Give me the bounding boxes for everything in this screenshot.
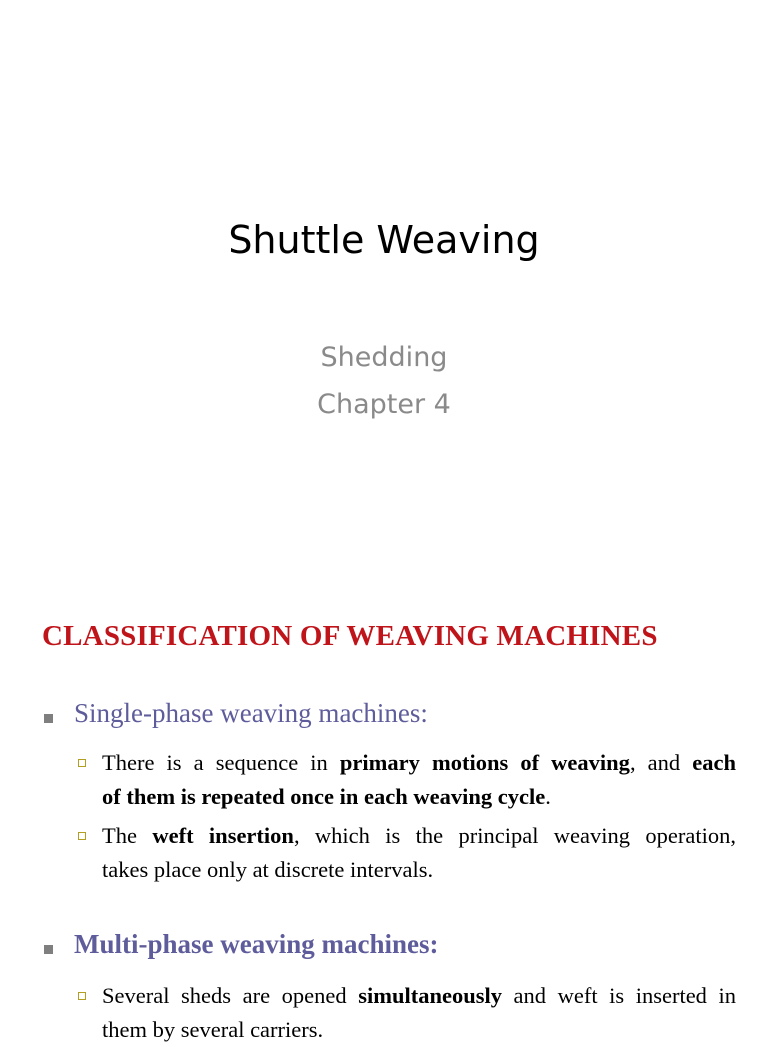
text-line: them by several carriers.	[102, 1017, 324, 1042]
section-title-multi-phase: Multi-phase weaving machines:	[74, 929, 439, 959]
square-bullet-icon	[44, 945, 53, 954]
slide-title: Shuttle Weaving	[228, 218, 540, 262]
text-line: of them is repeated once in each weaving cycle.	[102, 784, 551, 809]
list-item	[102, 979, 736, 1047]
list-item	[102, 819, 736, 887]
subtitle-line-chapter: Chapter 4	[317, 389, 451, 420]
content-slide	[0, 580, 768, 1042]
subtitle-line-shedding: Shedding	[320, 342, 448, 373]
text-line: takes place only at discrete intervals.	[102, 857, 434, 882]
text-line: Several sheds are opened simultaneously and weft is inserted in	[102, 983, 737, 1008]
section-title-single-phase: Single-phase weaving machines:	[74, 698, 428, 728]
text-line: The weft insertion, which is the principal weaving operation,	[102, 823, 736, 848]
hollow-square-bullet-icon	[78, 759, 86, 767]
list-item	[102, 746, 736, 814]
square-bullet-icon	[44, 714, 53, 723]
hollow-square-bullet-icon	[78, 992, 86, 1000]
hollow-square-bullet-icon	[78, 832, 86, 840]
slide-subtitle	[0, 334, 768, 428]
slide-heading: CLASSIFICATION OF WEAVING MACHINES	[42, 620, 658, 652]
text-line: There is a sequence in primary motions of weaving, and each	[102, 750, 736, 775]
